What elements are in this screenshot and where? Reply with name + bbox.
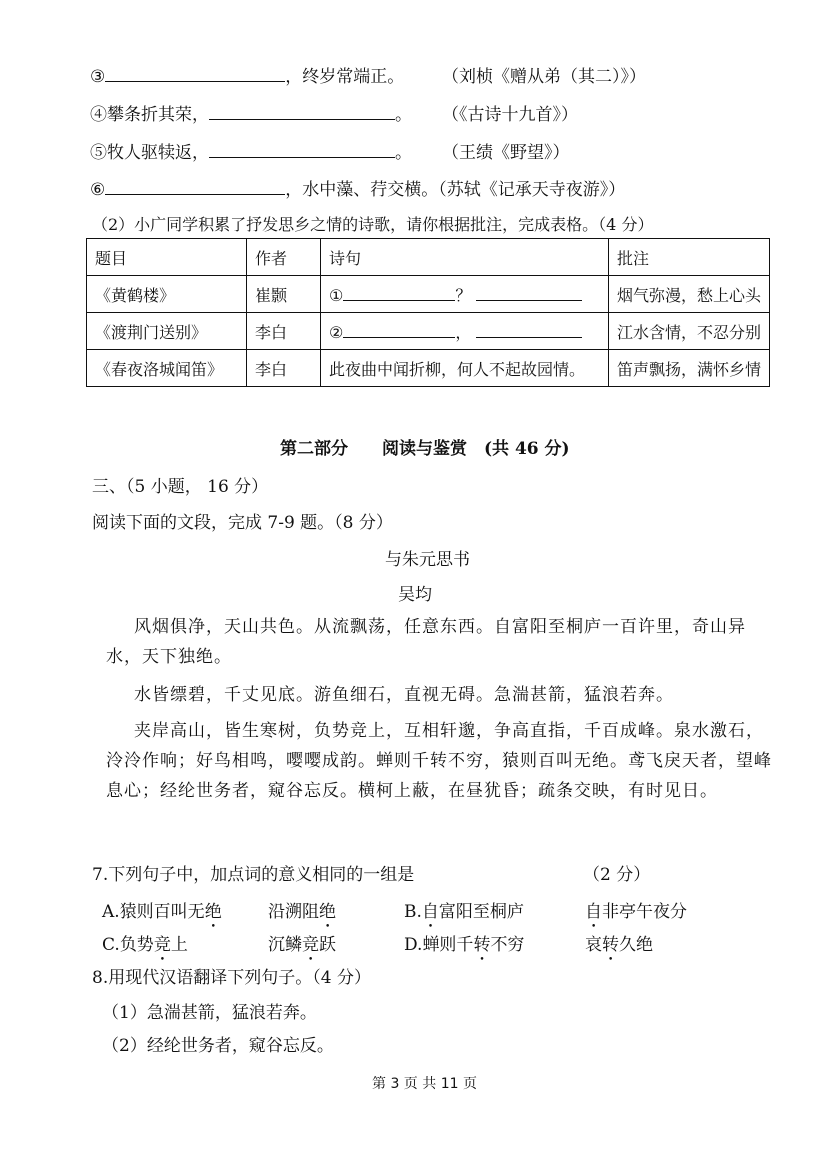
passage-paragraph-3: 夹岸高山，皆生寒树，负势竞上，互相轩邈，争高直指，千百成峰。泉水激石，泠泠作响；好鸟相鸣，嘤嘤成韵。蝉则千转不穷，猿则百叫无绝。鸢飞戾天者，望峰息心；经纶世务者，窥谷忘反。横柯上蔽，在昼犹昏；疏条交映，有时见日。: [106, 721, 772, 801]
fill-line-4: ④攀条折其荣， 。: [90, 105, 412, 125]
table-header: 题目: [87, 239, 247, 276]
fill-line-5: ⑤牧人驱犊返， 。: [90, 143, 412, 163]
poem-verse: 此夜曲中闻折柳，何人不起故园情。: [321, 350, 609, 387]
poem-author: 崔颢: [247, 276, 321, 313]
answer-blank[interactable]: [105, 80, 285, 82]
answer-blank[interactable]: [105, 193, 285, 195]
poem-table: [86, 238, 770, 387]
fill-line-4-source: （《古诗十九首》）: [442, 105, 578, 125]
option-c-second: 沉鳞竞跃: [268, 935, 336, 955]
fill-line-6: ⑥ ，水中藻、荇交横。（苏轼《记承天寺夜游》）: [90, 180, 626, 200]
poem-author: 李白: [247, 313, 321, 350]
passage-paragraph-1: 风烟俱净，天山共色。从流飘荡，任意东西。自富阳至桐庐一百许里，奇山异水，天下独绝。: [106, 617, 746, 667]
poem-note: 江水含情，不忍分别: [609, 313, 770, 350]
question-7-score: （2 分）: [583, 865, 651, 885]
question-8-stem: 8.用现代汉语翻译下列句子。（4 分）: [92, 968, 371, 988]
poem-verse-cell: ② ，: [321, 313, 609, 350]
section-heading: 三、（5 小题， 16 分）: [92, 477, 269, 497]
option-b[interactable]: B.自富阳至桐庐: [404, 902, 524, 922]
poem-title: 《春夜洛城闻笛》: [87, 350, 247, 387]
poem-title: 《渡荆门送别》: [87, 313, 247, 350]
instruction: 阅读下面的文段，完成 7-9 题。（8 分）: [92, 513, 393, 533]
table-header-row: [87, 239, 770, 276]
question-7-stem: 7.下列句子中，加点词的意义相同的一组是: [92, 865, 415, 885]
option-a[interactable]: A.猿则百叫无绝: [102, 902, 222, 922]
option-d-second: 哀转久绝: [585, 935, 653, 955]
option-b-second: 自非亭午夜分: [585, 902, 687, 922]
fill-line-3: ③ ，终岁常端正。: [90, 67, 405, 87]
poem-author: 李白: [247, 350, 321, 387]
poem-verse-cell: ① ？: [321, 276, 609, 313]
table-row: [87, 350, 770, 387]
answer-blank[interactable]: [343, 336, 455, 338]
answer-blank[interactable]: [476, 336, 582, 338]
option-c[interactable]: C.负势竞上: [102, 935, 188, 955]
answer-blank[interactable]: [343, 299, 455, 301]
poem-note: 烟气弥漫，愁上心头: [609, 276, 770, 313]
passage-title: 与朱元思书: [385, 550, 470, 570]
table-row: [87, 276, 770, 313]
question-8-item-2: （2）经纶世务者，窥谷忘反。: [102, 1036, 334, 1056]
question-8-item-1: （1）急湍甚箭，猛浪若奔。: [102, 1003, 317, 1023]
answer-blank[interactable]: [476, 299, 582, 301]
table-intro: （2）小广同学积累了抒发思乡之情的诗歌，请你根据批注，完成表格。（4 分）: [92, 215, 654, 234]
option-a-second: 沿溯阻绝: [268, 902, 336, 922]
poem-title: 《黄鹤楼》: [87, 276, 247, 313]
table-header: 诗句: [321, 239, 609, 276]
answer-blank[interactable]: [209, 156, 395, 158]
table-header: 批注: [609, 239, 770, 276]
passage-author: 吴均: [398, 585, 432, 605]
table-row: [87, 313, 770, 350]
page-number: 第 3 页 共 11 页: [372, 1076, 477, 1092]
table-header: 作者: [247, 239, 321, 276]
fill-line-3-source: （刘桢《赠从弟（其二）》）: [442, 67, 646, 87]
option-d[interactable]: D.蝉则千转不穷: [404, 935, 525, 955]
poem-note: 笛声飘扬，满怀乡情: [609, 350, 770, 387]
part-title: 第二部分 阅读与鉴赏 (共 46 分): [280, 439, 570, 459]
passage-paragraph-2: 水皆缥碧，千丈见底。游鱼细石，直视无碍。急湍甚箭，猛浪若奔。: [134, 685, 674, 705]
fill-line-5-source: （王绩《野望》）: [442, 143, 570, 163]
answer-blank[interactable]: [209, 118, 395, 120]
